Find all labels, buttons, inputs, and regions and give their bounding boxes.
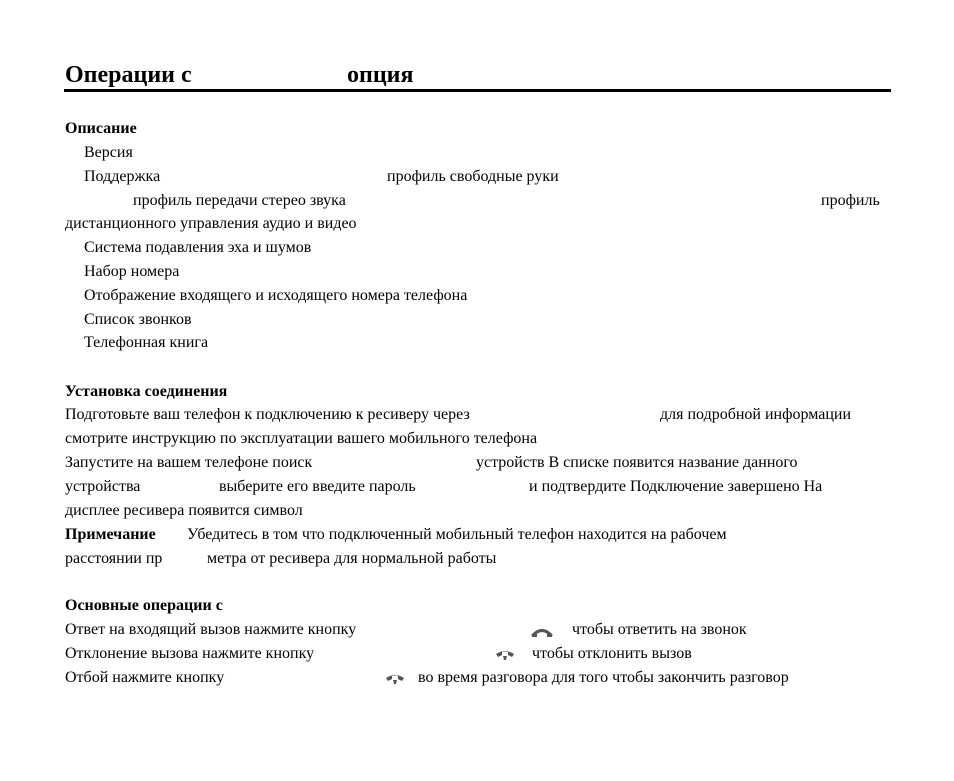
description-remote-control: дистанционного управления аудио и видео — [65, 215, 357, 232]
answer-text-b: чтобы ответить на звонок — [572, 621, 747, 638]
connection-line-1a: Подготовьте ваш телефон к подключению к ресиверу через — [65, 406, 470, 423]
phone-answer-icon — [531, 624, 553, 638]
connection-line-4c: и подтвердите Подключение завершено На — [529, 478, 823, 495]
description-call-list: Список звонков — [84, 311, 192, 328]
description-support: Поддержка — [84, 168, 161, 185]
description-dial: Набор номера — [84, 263, 180, 280]
note-label: Примечание — [65, 526, 156, 543]
description-phonebook: Телефонная книга — [84, 334, 209, 351]
connection-heading: Установка соединения — [65, 383, 228, 400]
phone-hangup-icon — [384, 672, 406, 686]
title-part-1: Операции с — [65, 62, 192, 88]
connection-line-7a: расстоянии пр — [65, 550, 163, 567]
title-underline — [64, 89, 891, 92]
phone-hangup-icon — [494, 648, 516, 662]
hangup-text-a: Отбой нажмите кнопку — [65, 669, 225, 686]
description-heading: Описание — [65, 120, 137, 137]
description-version: Версия — [84, 144, 133, 161]
title-part-2: опция — [347, 62, 414, 88]
basic-ops-heading: Основные операции с — [65, 597, 223, 614]
reject-text-b: чтобы отклонить вызов — [532, 645, 692, 662]
connection-line-3b: устройств В списке появится название данного — [476, 454, 798, 471]
page-title — [65, 60, 414, 90]
description-profile-stereo: профиль передачи стерео звука — [133, 192, 346, 209]
connection-line-1b: для подробной информации — [660, 406, 852, 423]
connection-line-4b: выберите его введите пароль — [219, 478, 416, 495]
reject-text-a: Отклонение вызова нажмите кнопку — [65, 645, 315, 662]
description-profile-word: профиль — [821, 192, 880, 209]
connection-line-4a: устройства — [65, 478, 141, 495]
description-profile-handsfree: профиль свободные руки — [387, 168, 559, 185]
connection-line-7b: метра от ресивера для нормальной работы — [207, 550, 497, 567]
connection-line-3a: Запустите на вашем телефоне поиск — [65, 454, 313, 471]
connection-line-2: смотрите инструкцию по эксплуатации вашего мобильного телефона — [65, 430, 538, 447]
description-echo: Система подавления эха и шумов — [84, 239, 312, 256]
hangup-text-b: во время разговора для того чтобы закончить разговор — [418, 669, 789, 686]
description-display-number: Отображение входящего и исходящего номера телефона — [84, 287, 468, 304]
note-text: Убедитесь в том что подключенный мобильный телефон находится на рабочем — [187, 526, 727, 543]
answer-text-a: Ответ на входящий вызов нажмите кнопку — [65, 621, 357, 638]
connection-line-5: дисплее ресивера появится символ — [65, 502, 303, 519]
